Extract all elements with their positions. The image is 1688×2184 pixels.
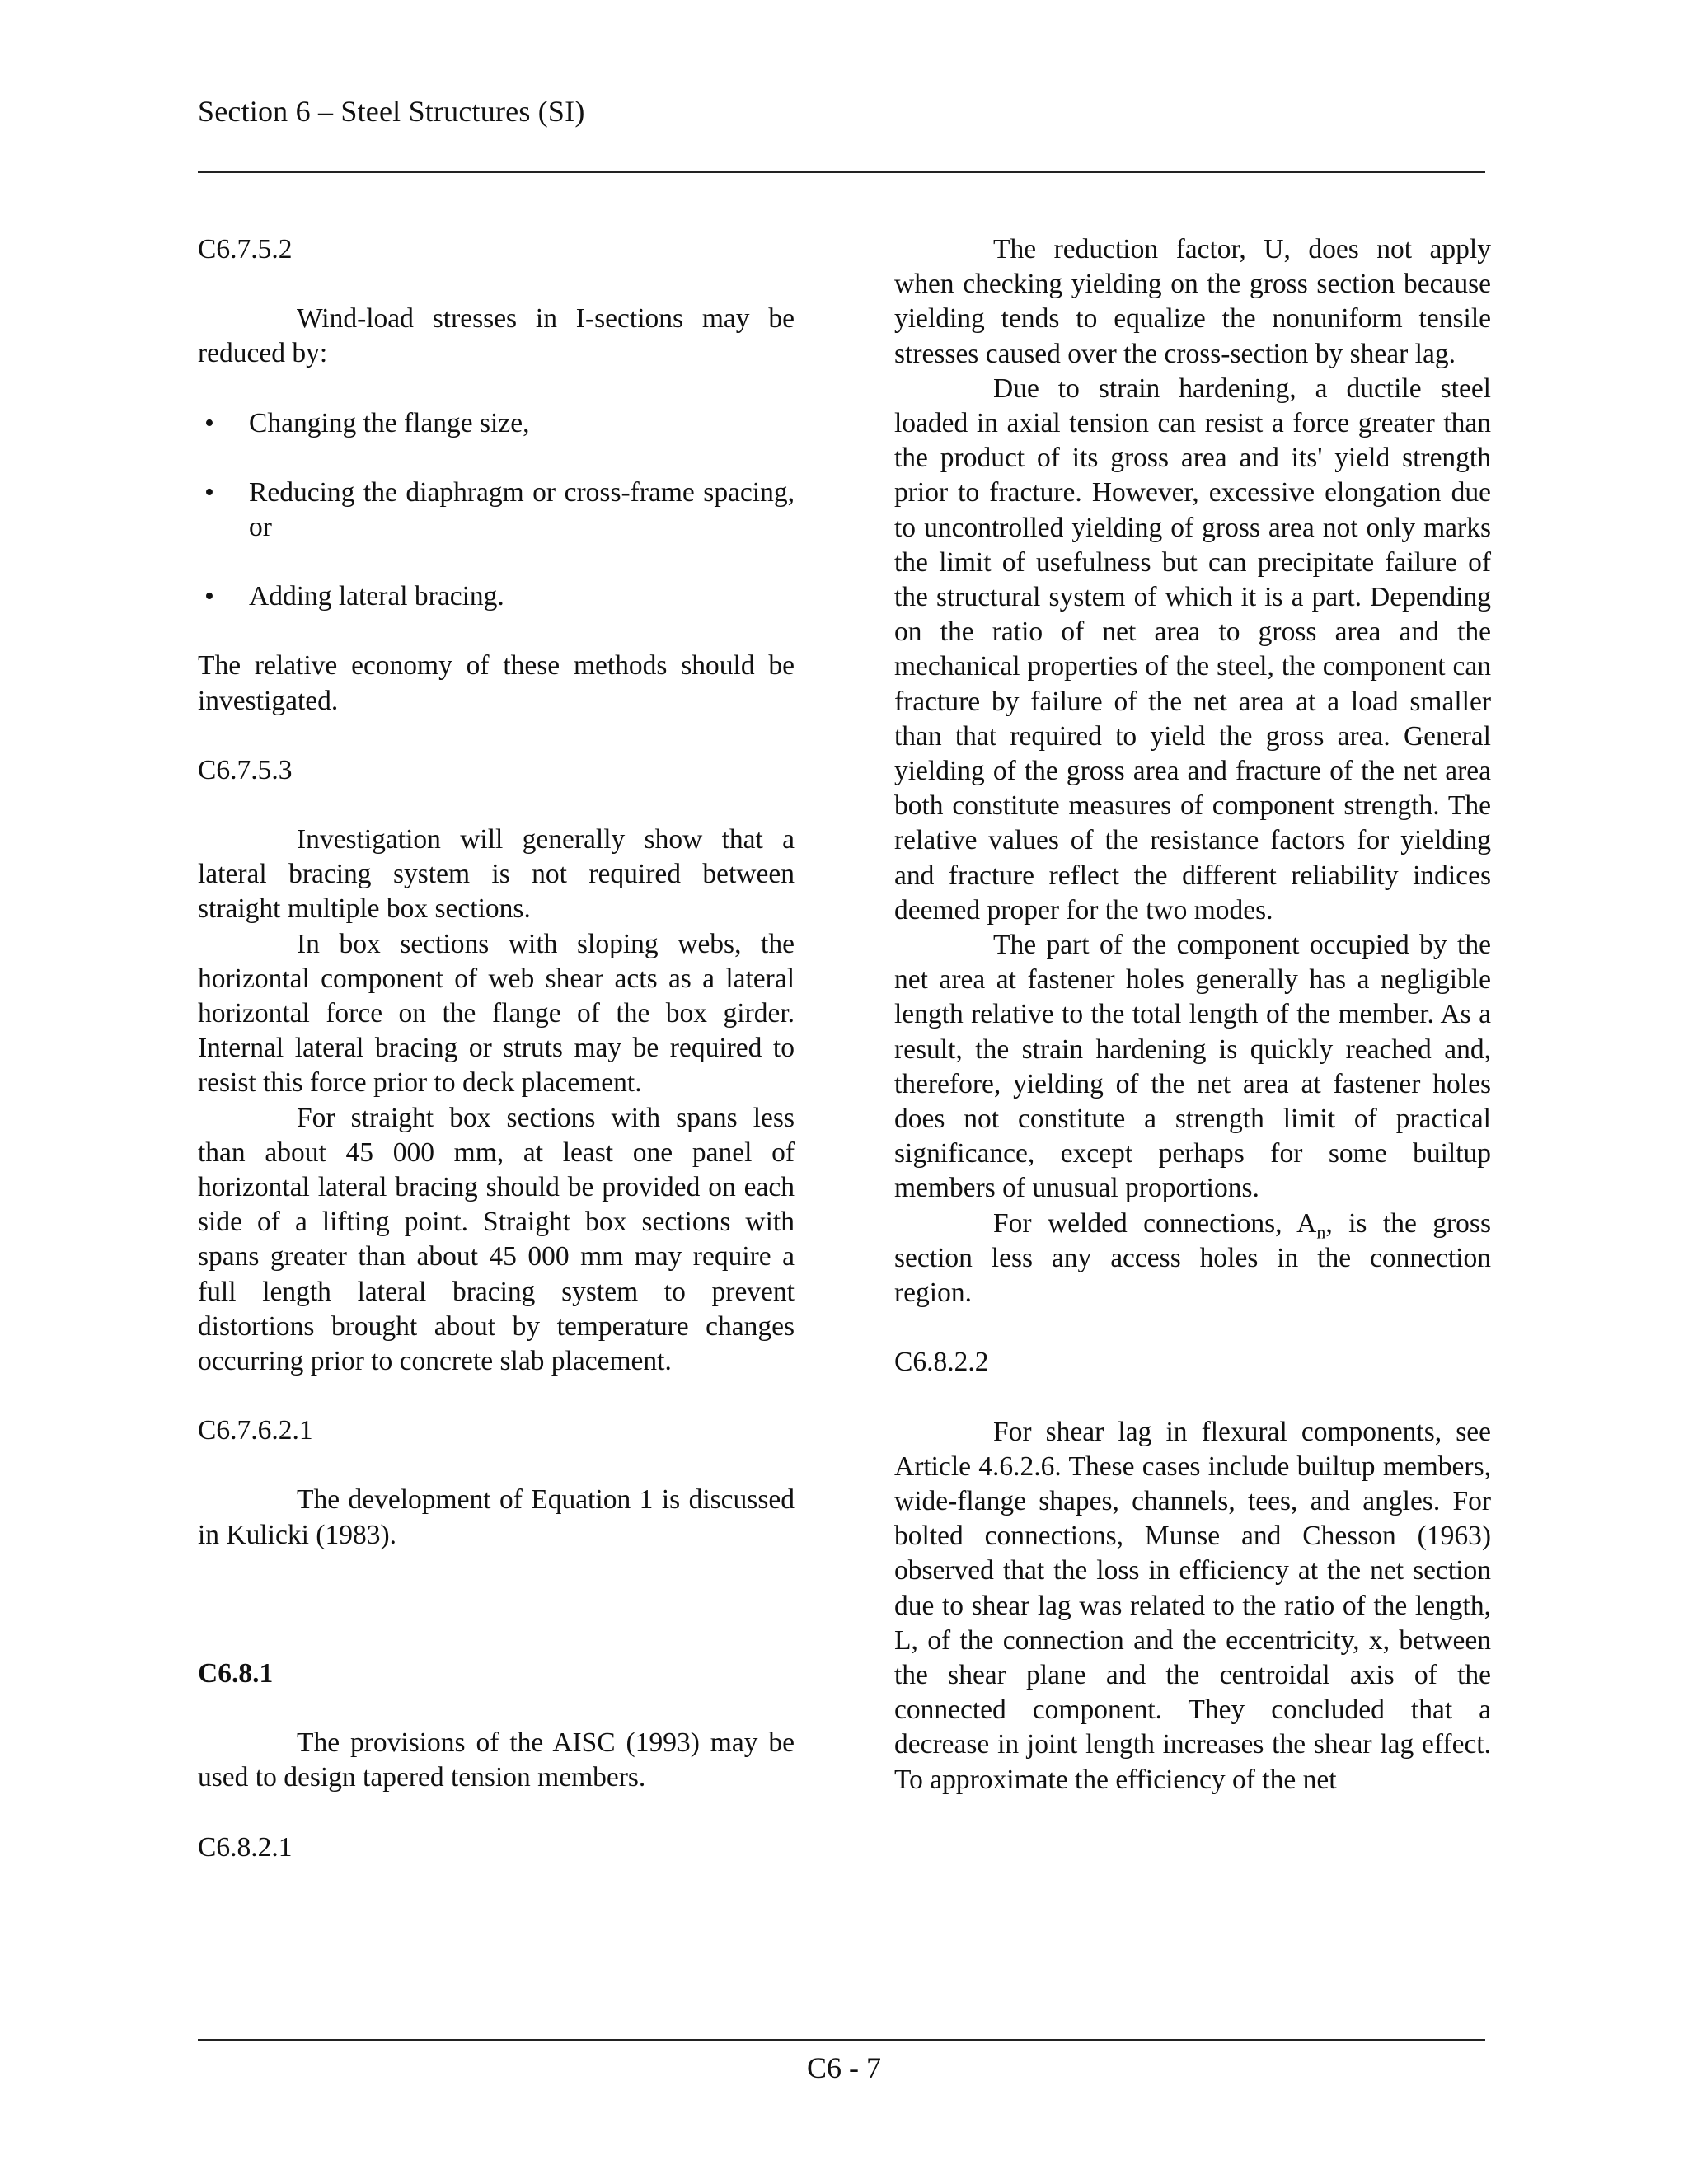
paragraph: The reduction factor, U, does not apply when checking yielding on the gross section because yielding tends to equalize the nonuniform tensile stresses caused over the cross-section by shear lag. [894,234,1491,369]
paragraph: Wind-load stresses in I-sections may be reduced by: [198,303,795,369]
paragraph: For welded connections, $A_n$, is the gross section less any access holes in the connection region. [894,1207,1491,1309]
left-column [198,232,795,1865]
section-heading-c6-8-2-2: C6.8.2.2 [894,1347,989,1378]
list-item: • Changing the flange size, [198,406,795,441]
footer-rule [198,2039,1485,2041]
section-heading-c6-7-5-2: C6.7.5.2 [198,234,293,265]
list-item: • Adding lateral bracing. [198,579,795,614]
paragraph: Due to strain hardening, a ductile steel loaded in axial tension can resist a force greater than the product of its gross area and its' yield strength prior to fracture. However, excessive elongation due to uncontrolled yielding of gross area not only marks the limit of usefulness but can precipitate failure of the structural system of which it is a part. Depending on the ratio of net area to gross area and the mechanical properties of the steel, the component can fracture by failure of the net area at a load smaller than that required to yield the gross area. General yielding of the gross area and fracture of the net area both constitute measures of component strength. The relative values of the resistance factors for yielding and fracture reflect the different reliability indices deemed proper for the two modes. [894,373,1491,926]
right-column [894,232,1491,1797]
bullet-icon: • [204,581,214,612]
paragraph: For shear lag in flexural components, see Article 4.6.2.6. These cases include builtup members, wide-flange shapes, channels, tees, and angles. For bolted connections, Munse and Chesson (1963) observed that the loss in efficiency at the net section due to shear lag was related to the ratio of the length, L, of the connection and the eccentricity, x, between the shear plane and the centroidal axis of the connected component. They concluded that a decrease in joint length increases the shear lag effect. To approximate the efficiency of the net [894,1416,1491,1795]
paragraph: The relative economy of these methods should be investigated. [198,650,795,716]
bullet-list [198,406,795,615]
list-item: • Reducing the diaphragm or cross-frame spacing, or [198,476,795,545]
bullet-icon: • [204,476,214,508]
paragraph: For straight box sections with spans less than about 45 000 mm, at least one panel of horizontal lateral bracing should be provided on each side of a lifting point. Straight box sections with spans greater than about 45 000 mm may require a full length lateral bracing system to prevent distortions brought about by temperature changes occurring prior to concrete slab placement. [198,1102,795,1377]
section-heading-c6-7-5-3: C6.7.5.3 [198,754,293,785]
section-heading-c6-8-2-1: C6.8.2.1 [198,1831,293,1863]
paragraph: Investigation will generally show that a lateral bracing system is not required between straight multiple box sections. [198,824,795,925]
paragraph: The provisions of the AISC (1993) may be used to design tapered tension members. [198,1727,795,1793]
bullet-icon: • [204,407,214,438]
paragraph: The part of the component occupied by the net area at fastener holes generally has a negligible length relative to the total length of the member. As a result, the strain hardening is quickly reached and, therefore, yielding of the net area at fastener holes does not constitute a strength limit of practical significance, except perhaps for some builtup members of unusual proportions. [894,930,1491,1204]
paragraph: The development of Equation 1 is discussed in Kulicki (1983). [198,1484,795,1550]
section-heading-c6-7-6-2-1: C6.7.6.2.1 [198,1415,313,1446]
running-header: Section 6 – Steel Structures (SI) [198,95,585,128]
header-rule [198,171,1485,173]
section-heading-c6-8-1: C6.8.1 [198,1657,274,1689]
page-number: C6 - 7 [807,2051,881,2084]
paragraph: In box sections with sloping webs, the horizontal component of web shear acts as a lateral horizontal force on the flange of the box girder. Internal lateral bracing or struts may be required to resist this force prior to deck placement. [198,928,795,1099]
